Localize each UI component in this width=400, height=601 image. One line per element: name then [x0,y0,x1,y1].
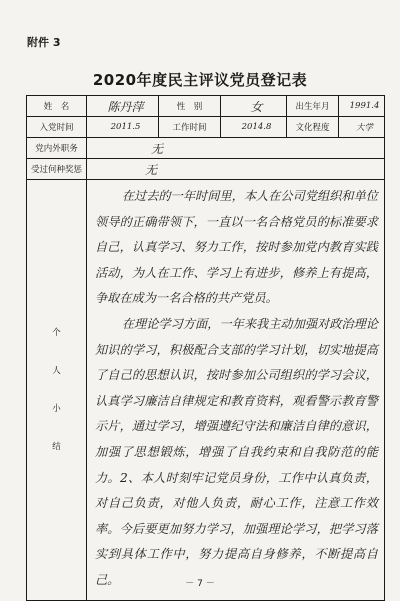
registration-form [26,95,385,601]
work-start-label: 工作时间 [159,117,221,138]
summary-label-char: 个 [52,327,61,338]
form-row-awards [27,159,385,180]
summary-paragraph-2: 在理论学习方面，一年来我主动加强对政治理论知识的学习，积极配合支部的学习计划，切实地提高了自己的思想认识，按时参加公司组织的学习会议，认真学习廉洁自律规定和教育资料，观看警示教育警示片，通过学习，增强遵纪守法和廉洁自律的意识，加强了思想锻炼，增强了自我约束和自我防范的能力。2、本人时刻牢记党员身份，工作中认真负责，对自己负责，对他人负责，耐心工作，注意工作效率。今后要更加努力学习，加强理论学习，把学习落实到具体工作中，努力提高自身修养，不断提高自己。 [95,316,378,587]
form-row-positions [27,138,385,159]
awards-value: 无 [87,159,385,180]
form-row-name [27,96,385,117]
party-join-value: 2011.5 [87,117,159,138]
summary-paragraph-1: 在过去的一年时间里，本人在公司党组织和单位领导的正确带领下，一直以一名合格党员的标准要求自己，认真学习、努力工作，按时参加党内教育实践活动，为人在工作、学习上有进步，修养上有提高，争取在成为一名合格的共产党员。 [95,189,378,306]
party-positions-label: 党内外职务 [27,138,87,159]
summary-label-char: 结 [52,441,61,452]
party-positions-value: 无 [87,138,385,159]
birth-value: 1991.4 [339,96,385,117]
name-label: 姓 名 [27,96,87,117]
form-row-dates [27,117,385,138]
education-value: 大学 [339,117,385,138]
birth-label: 出生年月 [287,96,339,117]
form-row-summary [27,180,385,601]
party-join-label: 入党时间 [27,117,87,138]
summary-body [87,180,385,601]
education-label: 文化程度 [287,117,339,138]
page-number: － 7 － [185,579,215,589]
summary-side-label [27,180,87,601]
work-start-value: 2014.8 [221,117,287,138]
attachment-label: 附件 3 [27,36,61,49]
gender-value: 女 [221,96,287,117]
summary-label-char: 人 [52,365,61,376]
awards-label: 受过何种奖惩 [27,159,87,180]
form-title: 2020年度民主评议党员登记表 [92,71,308,89]
summary-label-char: 小 [52,403,61,414]
gender-label: 性 别 [159,96,221,117]
name-value: 陈丹萍 [87,96,159,117]
